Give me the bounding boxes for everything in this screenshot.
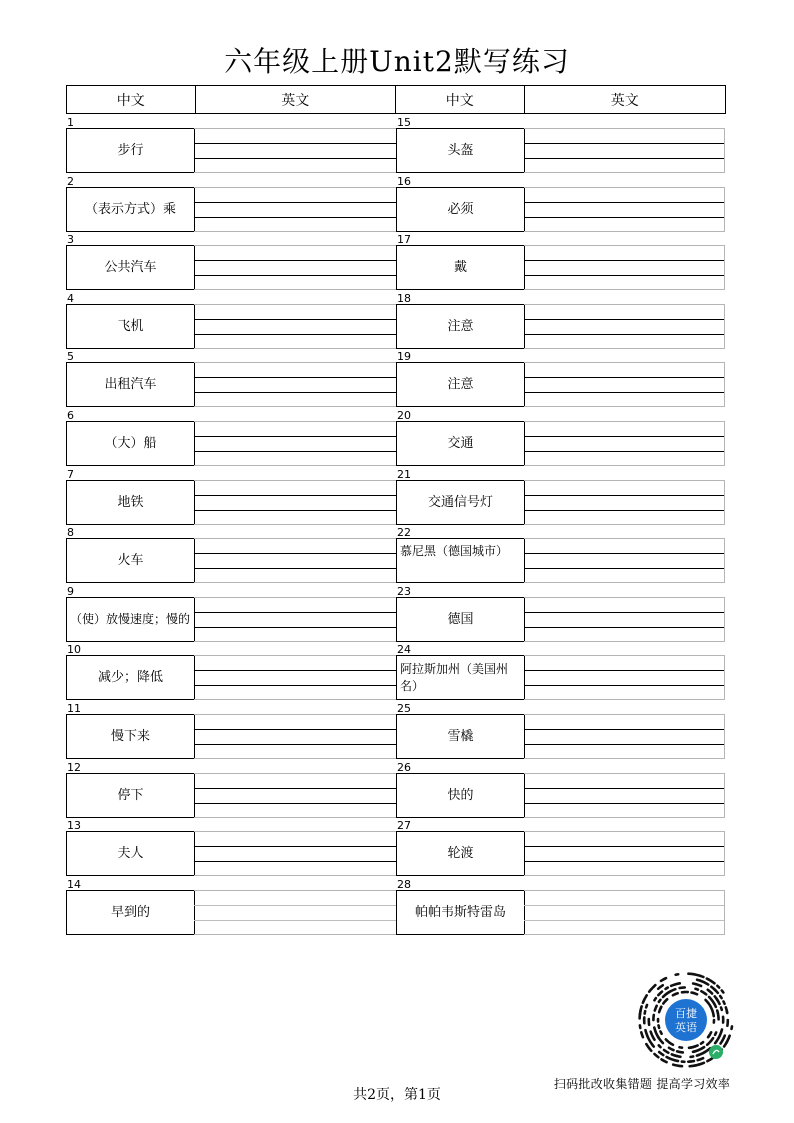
- answer-area[interactable]: [524, 831, 725, 876]
- list-item: [66, 293, 396, 352]
- qr-module: [665, 999, 667, 1001]
- item-number: 18: [397, 291, 411, 305]
- qr-module: [710, 992, 712, 994]
- qr-code[interactable]: [636, 970, 736, 1070]
- qr-module: [706, 1000, 709, 1004]
- qr-module: [723, 1001, 724, 1003]
- item-number: 9: [67, 584, 74, 598]
- chinese-word: 必须: [396, 187, 525, 232]
- item-number: 16: [397, 174, 411, 188]
- item-number: 5: [67, 350, 74, 364]
- qr-module: [697, 1055, 699, 1056]
- list-item: [396, 879, 726, 938]
- answer-area[interactable]: [524, 773, 725, 818]
- header-english-left: 英文: [196, 86, 396, 113]
- answer-area[interactable]: [194, 304, 396, 349]
- qr-module: [641, 1032, 643, 1037]
- chinese-word: 戴: [396, 245, 525, 290]
- answer-area[interactable]: [194, 245, 396, 290]
- list-item: [66, 879, 396, 938]
- item-number: 17: [397, 233, 411, 247]
- qr-module: [646, 1044, 649, 1048]
- qr-module: [677, 983, 680, 984]
- qr-module: [646, 1005, 647, 1007]
- item-number: 2: [67, 174, 74, 188]
- qr-module: [659, 1025, 660, 1027]
- chinese-word: 公共汽车: [66, 245, 195, 290]
- qr-module: [676, 974, 679, 975]
- chinese-word: 快的: [396, 773, 525, 818]
- answer-area[interactable]: [524, 480, 725, 525]
- item-number: 24: [397, 643, 411, 657]
- item-number: 13: [67, 819, 81, 833]
- list-item: [396, 703, 726, 762]
- chinese-word: 交通: [396, 421, 525, 466]
- qr-module: [715, 1032, 716, 1034]
- list-item: [66, 820, 396, 879]
- list-item: [66, 703, 396, 762]
- qr-module: [721, 1007, 722, 1009]
- list-item: [396, 527, 726, 586]
- chinese-word: 慕尼黑（德国城市）: [396, 538, 525, 583]
- qr-module: [641, 1006, 642, 1008]
- qr-module: [664, 1050, 668, 1053]
- chinese-word: 头盔: [396, 128, 525, 173]
- qr-module: [718, 1002, 719, 1004]
- list-item: [396, 293, 726, 352]
- qr-module: [706, 983, 708, 984]
- qr-module: [708, 1035, 709, 1037]
- item-number: 28: [397, 877, 411, 891]
- qr-module: [701, 1042, 703, 1043]
- qr-module: [704, 993, 706, 995]
- answer-area[interactable]: [194, 831, 396, 876]
- answer-area[interactable]: [524, 304, 725, 349]
- answer-area[interactable]: [524, 421, 725, 466]
- qr-module: [712, 982, 714, 984]
- answer-area[interactable]: [194, 655, 396, 700]
- header-english-right: 英文: [610, 92, 639, 109]
- qr-module: [649, 1040, 652, 1044]
- qr-module: [666, 988, 668, 989]
- qr-module: [662, 1059, 664, 1060]
- list-item: [396, 234, 726, 293]
- list-item: [396, 176, 726, 235]
- qr-module: [677, 1051, 679, 1052]
- qr-module: [666, 1039, 668, 1041]
- qr-module: [715, 1041, 717, 1043]
- item-number: 19: [397, 350, 411, 364]
- chinese-word: 阿拉斯加州（美国州名）: [396, 655, 525, 700]
- qr-module: [656, 1034, 659, 1038]
- list-item: [66, 586, 396, 645]
- list-item: [66, 234, 396, 293]
- qr-module: [701, 976, 703, 977]
- chinese-word: 帕帕韦斯特雷岛: [396, 890, 525, 935]
- qr-module: [669, 1042, 673, 1045]
- qr-module: [667, 1057, 669, 1058]
- list-item: [66, 117, 396, 176]
- chinese-word: 出租汽车: [66, 362, 195, 407]
- item-number: 7: [67, 467, 74, 481]
- chinese-word: 雪橇: [396, 714, 525, 759]
- answer-area[interactable]: [194, 187, 396, 232]
- answer-area[interactable]: [524, 187, 725, 232]
- qr-logo-text-2: 英语: [675, 1021, 697, 1034]
- answer-area[interactable]: [524, 128, 725, 173]
- qr-module: [659, 1052, 663, 1055]
- qr-module: [710, 1038, 713, 1042]
- chinese-word: 交通信号灯: [396, 480, 525, 525]
- list-item: [66, 469, 396, 528]
- qr-module: [644, 995, 646, 999]
- qr-module: [652, 1035, 654, 1040]
- qr-module: [677, 1066, 682, 1067]
- answer-area[interactable]: [194, 773, 396, 818]
- header-chinese-left: 中文: [67, 86, 196, 113]
- answer-area[interactable]: [194, 890, 396, 935]
- qr-module: [673, 993, 678, 995]
- qr-module: [645, 1030, 646, 1032]
- item-number: 10: [67, 643, 81, 657]
- chinese-word: 地铁: [66, 480, 195, 525]
- list-item: [396, 644, 726, 703]
- item-number: 1: [67, 116, 74, 129]
- list-item: [66, 762, 396, 821]
- chinese-word: 停下: [66, 773, 195, 818]
- qr-module: [715, 1005, 716, 1007]
- list-item: [396, 762, 726, 821]
- item-number: 23: [397, 584, 411, 598]
- qr-module: [670, 1059, 675, 1061]
- item-number: 11: [67, 701, 81, 715]
- answer-area[interactable]: [524, 362, 725, 407]
- list-item: [66, 644, 396, 703]
- qr-module: [695, 989, 697, 990]
- list-item: [66, 176, 396, 235]
- answer-area[interactable]: [524, 245, 725, 290]
- chinese-word: 飞机: [66, 304, 195, 349]
- chinese-word: 减少；降低: [66, 655, 195, 700]
- qr-module: [722, 990, 724, 992]
- qr-module: [716, 991, 718, 993]
- qr-module: [672, 1054, 674, 1055]
- qr-module: [696, 984, 701, 986]
- right-column: [396, 117, 726, 937]
- item-number: 12: [67, 760, 81, 774]
- answer-area[interactable]: [194, 597, 396, 642]
- item-number: 22: [397, 526, 411, 540]
- qr-module: [671, 989, 676, 991]
- chinese-word: 德国: [396, 597, 525, 642]
- qr-module: [658, 992, 662, 996]
- qr-module: [660, 1007, 661, 1009]
- item-number: 25: [397, 701, 411, 715]
- chinese-word: 早到的: [66, 890, 195, 935]
- item-number: 21: [397, 467, 411, 481]
- chinese-word: 夫人: [66, 831, 195, 876]
- qr-module: [717, 986, 719, 988]
- qr-module: [669, 1048, 674, 1050]
- answer-area[interactable]: [194, 362, 396, 407]
- qr-module: [707, 1043, 709, 1045]
- list-item: [66, 527, 396, 586]
- qr-module: [664, 978, 666, 979]
- qr-module: [660, 1031, 661, 1033]
- qr-module: [659, 1045, 661, 1047]
- qr-module: [651, 1032, 652, 1034]
- answer-area[interactable]: [194, 480, 396, 525]
- chinese-word: 步行: [66, 128, 195, 173]
- item-number: 3: [67, 233, 74, 247]
- chinese-word: （表示方式）乘: [66, 187, 195, 232]
- answer-area[interactable]: [524, 538, 725, 583]
- list-item: [66, 351, 396, 410]
- item-number: 4: [67, 291, 74, 305]
- chinese-word: 火车: [66, 538, 195, 583]
- item-number: 14: [67, 877, 81, 891]
- qr-module: [698, 1059, 700, 1060]
- page-footer: 共2页，第1页: [353, 1087, 441, 1103]
- answer-area[interactable]: [194, 538, 396, 583]
- qr-module: [654, 1054, 658, 1057]
- list-item: [396, 351, 726, 410]
- item-number: 15: [397, 116, 411, 129]
- qr-module: [721, 1041, 722, 1043]
- chinese-word: 慢下来: [66, 714, 195, 759]
- qr-module: [653, 985, 655, 987]
- chinese-word: 注意: [396, 304, 525, 349]
- qr-logo-text-1: 百捷: [675, 1007, 697, 1020]
- list-item: [396, 586, 726, 645]
- qr-module: [661, 985, 663, 986]
- qr-module: [659, 1000, 661, 1002]
- qr-module: [680, 987, 685, 988]
- qr-caption: 扫码批改收集错题 提高学习效率: [553, 1077, 731, 1091]
- qr-module: [692, 974, 697, 975]
- list-item: [66, 410, 396, 469]
- chinese-word: 注意: [396, 362, 525, 407]
- list-item: [396, 469, 726, 528]
- qr-module: [727, 1010, 728, 1013]
- item-number: 6: [67, 408, 74, 422]
- qr-module: [690, 1066, 695, 1067]
- answer-area[interactable]: [524, 655, 725, 700]
- chinese-word: （大）船: [66, 421, 195, 466]
- qr-module: [707, 1060, 709, 1061]
- left-column: [66, 117, 396, 937]
- chinese-word: 轮渡: [396, 831, 525, 876]
- page-title: 六年级上册Unit2默写练习: [224, 45, 570, 78]
- answer-area[interactable]: [524, 714, 725, 759]
- qr-logo-badge: [665, 999, 707, 1041]
- qr-module: [720, 996, 721, 998]
- chinese-word: （使）放慢速度；慢的: [66, 597, 195, 642]
- table-header: [66, 85, 726, 114]
- qr-module: [654, 1028, 656, 1033]
- list-item: [396, 117, 726, 176]
- answer-area[interactable]: [194, 714, 396, 759]
- qr-module: [654, 998, 655, 1000]
- qr-module: [724, 1044, 725, 1046]
- list-item: [396, 820, 726, 879]
- item-number: 20: [397, 408, 411, 422]
- answer-area[interactable]: [524, 597, 725, 642]
- qr-module: [693, 1051, 695, 1052]
- answer-area[interactable]: [524, 890, 725, 935]
- qr-module: [655, 1006, 657, 1011]
- qr-module: [695, 993, 697, 994]
- item-number: 8: [67, 526, 74, 540]
- item-number: 26: [397, 760, 411, 774]
- answer-area[interactable]: [194, 421, 396, 466]
- answer-area[interactable]: [194, 128, 396, 173]
- item-number: 27: [397, 819, 411, 833]
- mini-program-icon: [709, 1045, 723, 1059]
- qr-module: [700, 1052, 705, 1054]
- list-item: [396, 410, 726, 469]
- qr-module: [673, 1065, 675, 1066]
- header-chinese-right: 中文: [396, 86, 525, 113]
